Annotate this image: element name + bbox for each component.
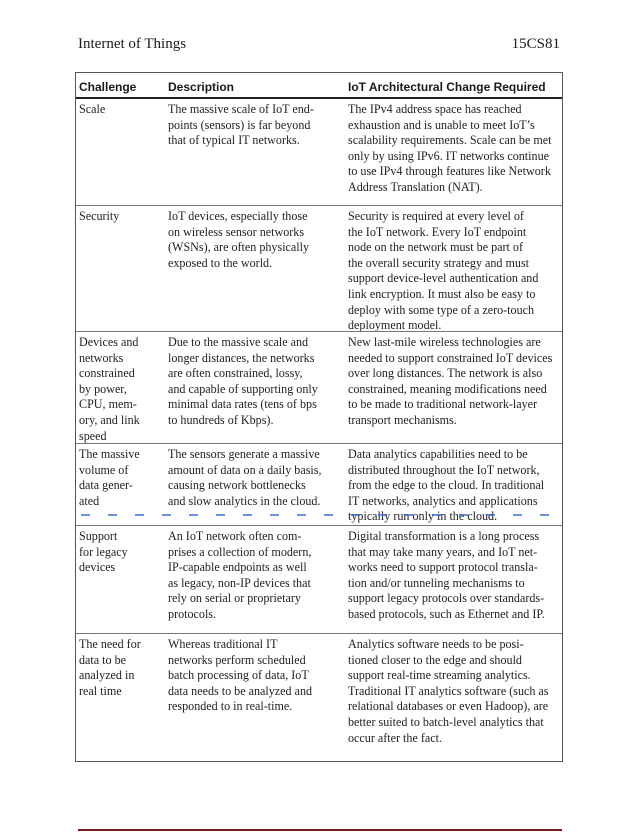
cell-text-line: by power, [79, 381, 127, 396]
table-row [76, 99, 562, 205]
table-row [76, 633, 562, 763]
iot-challenges-table [75, 72, 563, 762]
cell-text-line: support device-level authentication and [348, 271, 539, 286]
column-header-challenge: Challenge [79, 80, 137, 94]
cell-text-line: Digital transformation is a long process [348, 529, 540, 543]
cell-text-line: typically run only in the cloud. [348, 509, 498, 524]
cell-text-line: constrained [79, 366, 135, 381]
description-cell [168, 529, 338, 623]
cell-text-line: speed [79, 428, 107, 443]
cell-text-line: Whereas traditional IT [168, 637, 278, 651]
cell-text-line: tion and/or tunneling mechanisms to [348, 575, 525, 590]
cell-text-line: networks [79, 350, 124, 365]
cell-text-line: to use IPv4 through features like Network [348, 164, 551, 179]
cell-text-line: from the edge to the cloud. In traditional [348, 478, 545, 493]
table-row [76, 331, 562, 443]
cell-text-line: better suited to batch-level analytics that [348, 714, 544, 729]
cell-text-line: The need for [79, 637, 141, 651]
cell-text-line: batch processing of data, IoT [168, 668, 309, 683]
change-cell [348, 102, 562, 196]
table-header-row [76, 73, 562, 99]
cell-text-line: the overall security strategy and must [348, 255, 530, 270]
cell-text-line: analyzed in [79, 668, 135, 683]
cell-text-line: are often constrained, lossy, [168, 366, 303, 381]
cell-text-line: IT networks, analytics and applications [348, 493, 538, 508]
cell-text-line: The massive [79, 447, 140, 461]
cell-text-line: node on the network must be part of [348, 240, 523, 255]
column-header-change: IoT Architectural Change Required [348, 80, 546, 94]
cell-text-line: Security [79, 209, 120, 223]
cell-text-line: Address Translation (NAT). [348, 179, 483, 194]
cell-text-line: needed to support constrained IoT devices [348, 350, 553, 365]
cell-text-line: data gener- [79, 478, 133, 493]
challenge-cell [79, 637, 165, 699]
cell-text-line: Traditional IT analytics software (such as [348, 683, 549, 698]
cell-text-line: distributed throughout the IoT network, [348, 462, 540, 477]
cell-text-line: ated [79, 493, 100, 508]
cell-text-line: as legacy, non-IP devices that [168, 575, 311, 590]
cell-text-line: responded to in real-time. [168, 699, 293, 714]
cell-text-line: Security is required at every level of [348, 209, 524, 223]
column-header-description: Description [168, 80, 235, 94]
cell-text-line: Devices and [79, 335, 139, 349]
cell-text-line: to hundreds of Kbps). [168, 412, 274, 427]
description-cell [168, 209, 338, 271]
cell-text-line: ory, and link [79, 412, 140, 427]
cell-text-line: IoT devices, especially those [168, 209, 308, 223]
cell-text-line: tioned closer to the edge and should [348, 652, 522, 667]
cell-text-line: data needs to be analyzed and [168, 683, 313, 698]
table-row [76, 205, 562, 331]
cell-text-line: deploy with some type of a zero-touch [348, 302, 535, 317]
cell-text-line: An IoT network often com- [168, 529, 302, 543]
cell-text-line: works need to support protocol transla- [348, 560, 538, 575]
cell-text-line: Analytics software needs to be posi- [348, 637, 524, 651]
cell-text-line: occur after the fact. [348, 730, 442, 745]
cell-text-line: New last-mile wireless technologies are [348, 335, 541, 349]
cell-text-line: devices [79, 560, 116, 575]
cell-text-line: IP-capable endpoints as well [168, 560, 307, 575]
cell-text-line: (WSNs), are often physically [168, 240, 310, 255]
cell-text-line: deployment model. [348, 318, 442, 333]
cell-text-line: exposed to the world. [168, 255, 273, 270]
footer-rule [78, 829, 562, 831]
cell-text-line: Scale [79, 102, 106, 116]
page-header [78, 36, 560, 56]
cell-text-line: protocols. [168, 606, 217, 621]
cell-text-line: Data analytics capabilities need to be [348, 447, 528, 461]
challenge-cell [79, 335, 165, 444]
cell-text-line: longer distances, the networks [168, 350, 315, 365]
cell-text-line: The sensors generate a massive [168, 447, 320, 461]
header-title: Internet of Things [78, 36, 187, 52]
change-cell [348, 209, 562, 334]
description-cell [168, 335, 338, 429]
cell-text-line: based protocols, such as Ethernet and IP. [348, 606, 545, 621]
cell-text-line: networks perform scheduled [168, 652, 306, 667]
challenge-cell [79, 529, 165, 576]
cell-text-line: CPU, mem- [79, 397, 137, 412]
cell-text-line: over long distances. The network is also [348, 366, 543, 381]
cell-text-line: Due to the massive scale and [168, 335, 309, 349]
change-cell [348, 637, 562, 746]
challenge-cell [79, 447, 165, 509]
cell-text-line: volume of [79, 462, 129, 477]
spellcheck-underline [81, 513, 561, 517]
cell-text-line: relational databases or even Hadoop), are [348, 699, 549, 714]
cell-text-line: real time [79, 683, 122, 698]
cell-text-line: that may take many years, and IoT net- [348, 544, 538, 559]
description-cell [168, 447, 338, 509]
cell-text-line: constrained, meaning modifications need [348, 381, 547, 396]
challenge-cell [79, 209, 165, 225]
cell-text-line: minimal data rates (tens of bps [168, 397, 317, 412]
description-cell [168, 637, 338, 715]
cell-text-line: The massive scale of IoT end- [168, 102, 314, 116]
cell-text-line: amount of data on a daily basis, [168, 462, 322, 477]
cell-text-line: and capable of supporting only [168, 381, 318, 396]
cell-text-line: link encryption. It must also be easy to [348, 286, 536, 301]
table-row [76, 525, 562, 633]
cell-text-line: prises a collection of modern, [168, 544, 312, 559]
cell-text-line: causing network bottlenecks [168, 478, 306, 493]
cell-text-line: support real-time streaming analytics. [348, 668, 531, 683]
cell-text-line: only by using IPv6. IT networks continue [348, 148, 549, 163]
cell-text-line: on wireless sensor networks [168, 224, 305, 239]
cell-text-line: that of typical IT networks. [168, 133, 300, 148]
cell-text-line: for legacy [79, 544, 128, 559]
cell-text-line: support legacy protocols over standards- [348, 591, 545, 606]
cell-text-line: data to be [79, 652, 127, 667]
header-course-code: 15CS81 [511, 36, 560, 52]
cell-text-line: points (sensors) is far beyond [168, 117, 311, 132]
cell-text-line: scalability requirements. Scale can be met [348, 133, 552, 148]
cell-text-line: rely on serial or proprietary [168, 591, 301, 606]
cell-text-line: and slow analytics in the cloud. [168, 493, 321, 508]
cell-text-line: to be made to traditional network-layer [348, 397, 538, 412]
description-cell [168, 102, 338, 149]
change-cell [348, 529, 562, 623]
cell-text-line: exhaustion and is unable to meet IoT’s [348, 117, 535, 132]
cell-text-line: The IPv4 address space has reached [348, 102, 522, 116]
change-cell [348, 335, 562, 429]
cell-text-line: Support [79, 529, 118, 543]
cell-text-line: transport mechanisms. [348, 412, 457, 427]
challenge-cell [79, 102, 165, 118]
cell-text-line: the IoT network. Every IoT endpoint [348, 224, 527, 239]
